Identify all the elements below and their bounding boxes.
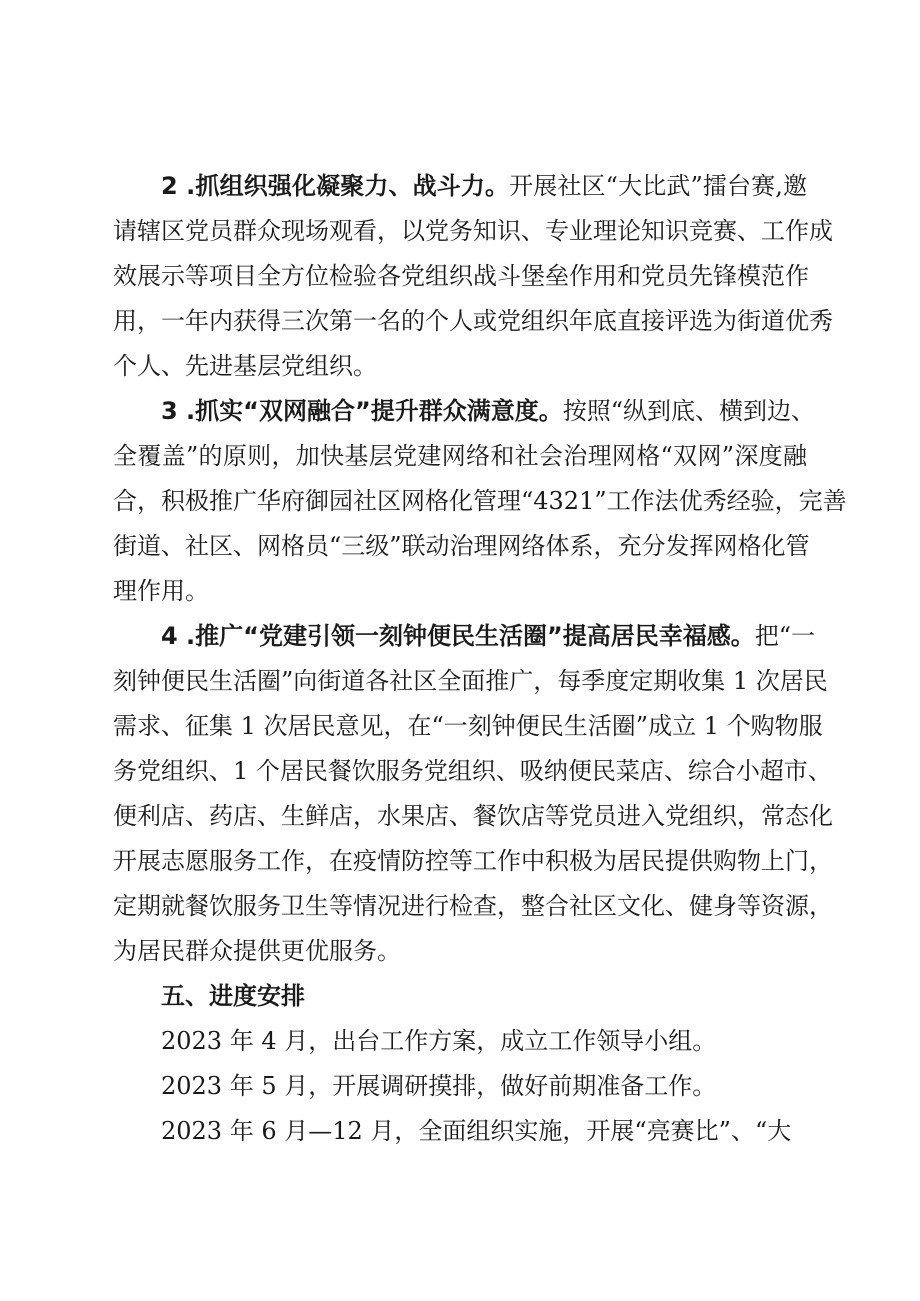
item2-line: 个人、先进基层党组织。 <box>113 352 377 380</box>
item4-text: 把“一 <box>754 622 815 650</box>
item2-lead: 2 .抓组织强化凝聚力、战斗力。 <box>161 172 510 200</box>
item4-line: 便利店、药店、生鲜店，水果店、餐饮店等党员进入党组织，常态化 <box>113 802 833 830</box>
item2-line: 效展示等项目全方位检验各党组织战斗堡垒作用和党员先锋模范作 <box>113 262 809 290</box>
item4-line: 刻钟便民生活圈”向街道各社区全面推广，每季度定期收集 1 次居民 <box>113 667 828 695</box>
item2-line: 用，一年内获得三次第一名的个人或党组织年底直接评选为街道优秀 <box>113 307 833 335</box>
item3-line: 合，积极推广华府御园社区网格化管理“4321”工作法优秀经验，完善 <box>113 487 847 515</box>
item3-first-line <box>161 391 815 431</box>
section5-heading: 五、进度安排 <box>161 982 305 1010</box>
item4-line: 务党组织、1 个居民餐饮服务党组织、吸纳便民菜店、综合小超市、 <box>113 757 832 785</box>
item2-line: 请辖区党员群众现场观看，以党务知识、专业理论知识竞赛、工作成 <box>113 217 833 245</box>
item2-text: 开展社区“大比武”擂台赛,邀 <box>509 172 808 200</box>
item3-line: 理作用。 <box>113 577 209 605</box>
item2-first-line <box>161 166 807 206</box>
item4-line: 为居民群众提供更优服务。 <box>113 937 401 965</box>
schedule-item: 2023 年 6 月—12 月，全面组织实施，开展“亮赛比”、“大 <box>161 1117 792 1145</box>
item4-line: 定期就餐饮服务卫生等情况进行检查，整合社区文化、健身等资源， <box>113 892 833 920</box>
schedule-item: 2023 年 4 月，出台工作方案，成立工作领导小组。 <box>161 1027 717 1055</box>
item4-first-line <box>161 616 815 656</box>
schedule-item: 2023 年 5 月，开展调研摸排，做好前期准备工作。 <box>161 1072 717 1100</box>
item3-line: 全覆盖”的原则，加快基层党建网络和社会治理网格“双网”深度融 <box>113 442 807 470</box>
item4-line: 需求、征集 1 次居民意见，在“一刻钟便民生活圈”成立 1 个购物服 <box>113 712 823 740</box>
item4-line: 开展志愿服务工作，在疫情防控等工作中积极为居民提供购物上门， <box>113 847 833 875</box>
item3-lead: 3 .抓实“双网融合”提升群众满意度。 <box>161 397 563 425</box>
item3-line: 街道、社区、网格员“三级”联动治理网络体系，充分发挥网格化管 <box>113 532 810 560</box>
item4-lead: 4 .推广“党建引领一刻钟便民生活圈”提高居民幸福感。 <box>161 622 755 650</box>
item3-text: 按照“纵到底、横到边、 <box>562 397 815 425</box>
